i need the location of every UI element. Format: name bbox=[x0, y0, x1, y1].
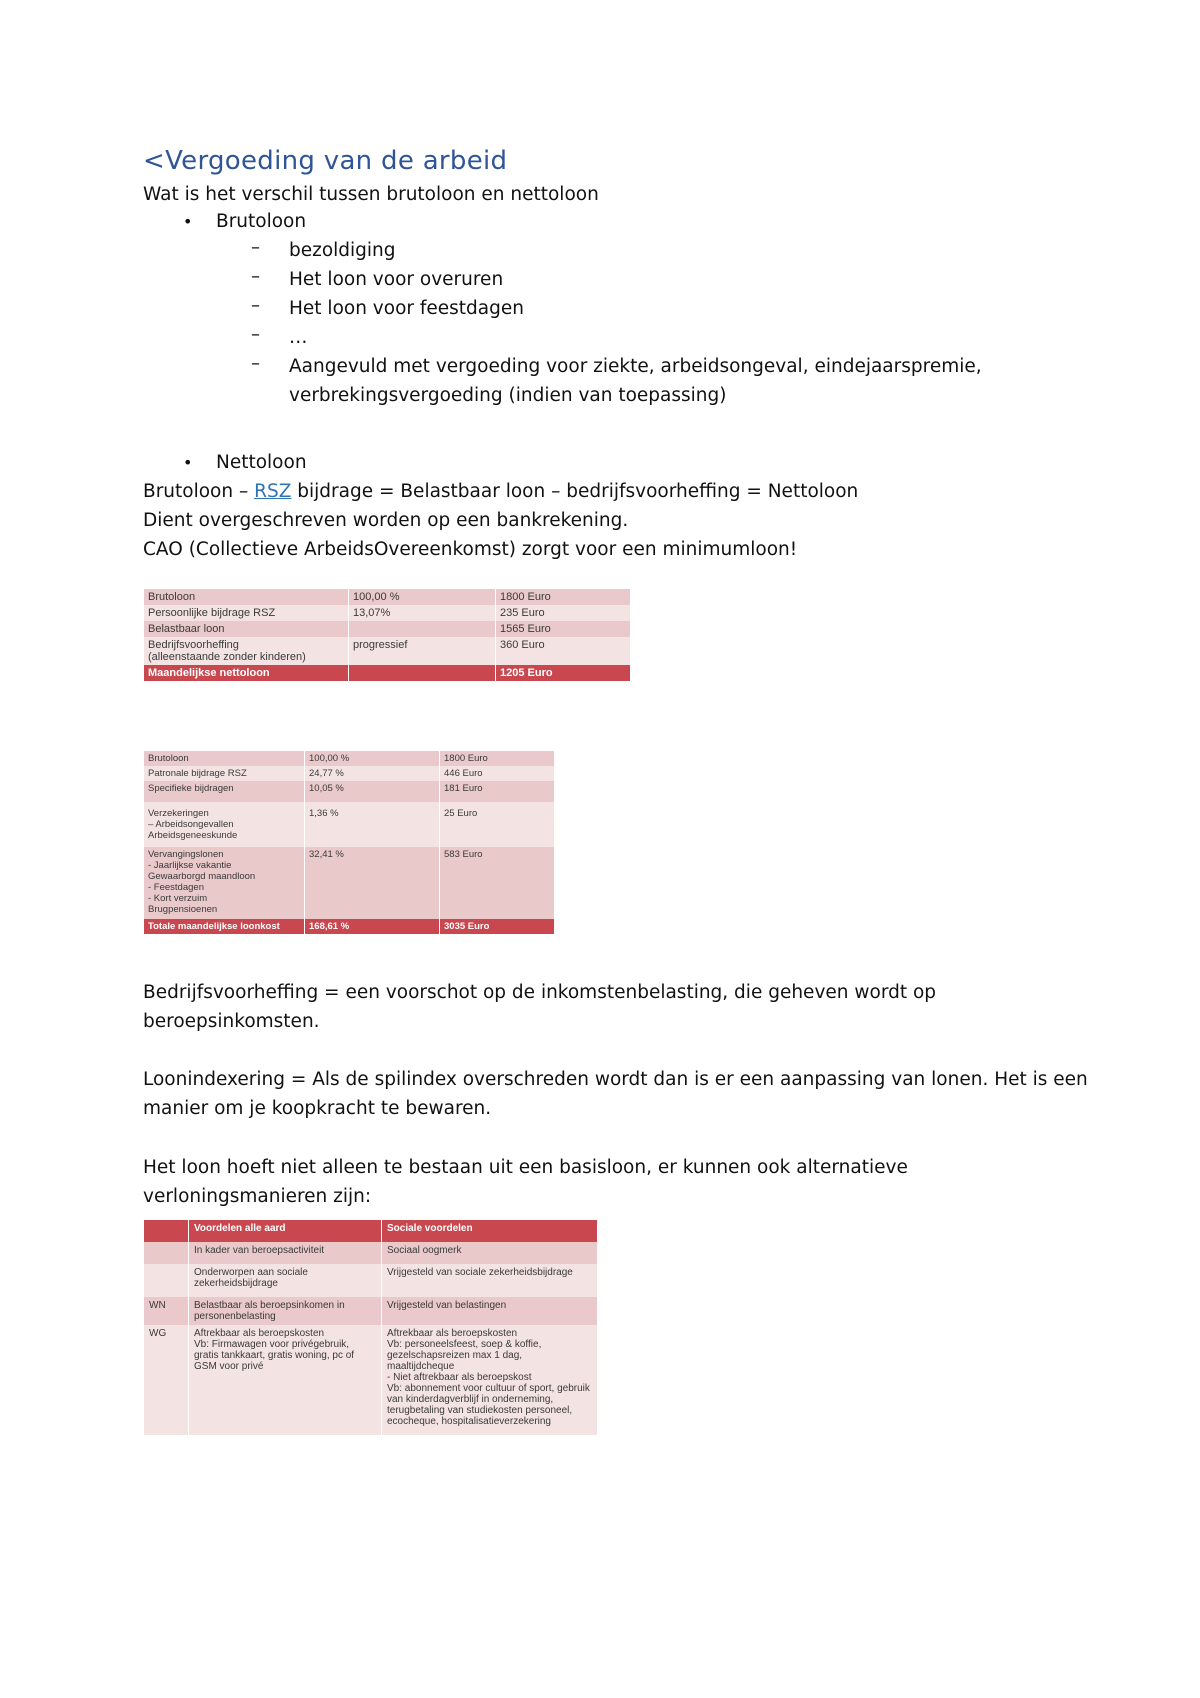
intro-question: Wat is het verschil tussen brutoloon en nettoloon bbox=[143, 184, 599, 205]
table-cell: 3035 Euro bbox=[440, 919, 555, 934]
table-row bbox=[144, 637, 631, 665]
table-cell: 1,36 % bbox=[305, 802, 440, 847]
list-item: bezoldiging bbox=[289, 240, 396, 261]
table-cell bbox=[349, 665, 496, 681]
table-cell: Patronale bijdrage RSZ bbox=[144, 766, 305, 781]
table-cell: Vrijgesteld van belastingen bbox=[382, 1297, 598, 1325]
table-cell: 1800 Euro bbox=[496, 589, 631, 605]
bullet-nettoloon: Nettoloon bbox=[216, 452, 307, 473]
table-cell bbox=[144, 1264, 189, 1297]
table-row bbox=[144, 766, 555, 781]
table-cell: 24,77 % bbox=[305, 766, 440, 781]
table-total-row bbox=[144, 919, 555, 934]
formula-part: bijdrage = Belastbaar loon – bedrijfsvoorheffing = Nettoloon bbox=[291, 481, 859, 502]
table-cell: In kader van beroepsactiviteit bbox=[189, 1242, 382, 1264]
dash-icon: – bbox=[251, 324, 260, 345]
table-cell: Specifieke bijdragen bbox=[144, 781, 305, 802]
table-header-cell: Sociale voordelen bbox=[382, 1220, 598, 1242]
table-cell: WG bbox=[144, 1325, 189, 1435]
netto-table bbox=[144, 589, 631, 681]
list-item: Aangevuld met vergoeding voor ziekte, arbeidsongeval, eindejaarspremie, bbox=[289, 356, 982, 377]
table-cell: 168,61 % bbox=[305, 919, 440, 934]
table-cell: Totale maandelijkse loonkost bbox=[144, 919, 305, 934]
table-cell bbox=[349, 621, 496, 637]
table-cell: Belastbaar loon bbox=[144, 621, 349, 637]
table-cell: 583 Euro bbox=[440, 847, 555, 919]
table-cell: Persoonlijke bijdrage RSZ bbox=[144, 605, 349, 621]
paragraph-line: Loonindexering = Als de spilindex overschreden wordt dan is er een aanpassing van lonen. Het is een bbox=[143, 1069, 1088, 1090]
table-row bbox=[144, 1242, 598, 1264]
table-cell: Vervangingslonen - Jaarlijkse vakantie Gewaarborgd maandloon - Feestdagen - Kort verzuim Brugpensioenen bbox=[144, 847, 305, 919]
paragraph-line: verloningsmanieren zijn: bbox=[143, 1186, 372, 1207]
table-total-row bbox=[144, 665, 631, 681]
table-row bbox=[144, 1264, 598, 1297]
table-cell: 1800 Euro bbox=[440, 751, 555, 766]
paragraph-line: Het loon hoeft niet alleen te bestaan uit een basisloon, er kunnen ook alternatieve bbox=[143, 1157, 908, 1178]
table-row bbox=[144, 1297, 598, 1325]
dash-icon: – bbox=[251, 266, 260, 287]
cao-line: CAO (Collectieve ArbeidsOvereenkomst) zorgt voor een minimumloon! bbox=[143, 539, 798, 560]
loonkost-table bbox=[144, 751, 555, 934]
table-row bbox=[144, 781, 555, 802]
dash-icon: – bbox=[251, 295, 260, 316]
table-cell: Belastbaar als beroepsinkomen in personenbelasting bbox=[189, 1297, 382, 1325]
table-cell: Verzekeringen – Arbeidsongevallen Arbeidsgeneeskunde bbox=[144, 802, 305, 847]
table-cell: 446 Euro bbox=[440, 766, 555, 781]
rsz-link[interactable]: RSZ bbox=[254, 481, 292, 502]
dash-icon: – bbox=[251, 353, 260, 374]
formula-part: Brutoloon – bbox=[143, 481, 255, 502]
table-cell: 235 Euro bbox=[496, 605, 631, 621]
table-cell: Maandelijkse nettoloon bbox=[144, 665, 349, 681]
table-cell: Onderworpen aan sociale zekerheidsbijdrage bbox=[189, 1264, 382, 1297]
table-cell: 25 Euro bbox=[440, 802, 555, 847]
table-cell: Brutoloon bbox=[144, 589, 349, 605]
table-row bbox=[144, 605, 631, 621]
table-cell: Bedrijfsvoorheffing (alleenstaande zonder kinderen) bbox=[144, 637, 349, 665]
bank-line: Dient overgeschreven worden op een bankrekening. bbox=[143, 510, 629, 531]
bullet-brutoloon: Brutoloon bbox=[216, 211, 307, 232]
list-item-continuation: verbrekingsvergoeding (indien van toepassing) bbox=[289, 385, 727, 406]
bullet-dot-icon: • bbox=[183, 212, 193, 231]
table-cell bbox=[144, 1242, 189, 1264]
table-header-row bbox=[144, 1220, 598, 1242]
table-header-cell bbox=[144, 1220, 189, 1242]
table-cell: 1565 Euro bbox=[496, 621, 631, 637]
list-item: Het loon voor feestdagen bbox=[289, 298, 524, 319]
table-cell: 360 Euro bbox=[496, 637, 631, 665]
table-cell: Vrijgesteld van sociale zekerheidsbijdrage bbox=[382, 1264, 598, 1297]
formula-line bbox=[143, 477, 858, 506]
list-item: Het loon voor overuren bbox=[289, 269, 504, 290]
paragraph-line: Bedrijfsvoorheffing = een voorschot op de inkomstenbelasting, die geheven wordt op bbox=[143, 982, 937, 1003]
table-cell: 10,05 % bbox=[305, 781, 440, 802]
table-row bbox=[144, 589, 631, 605]
table-cell: progressief bbox=[349, 637, 496, 665]
table-row bbox=[144, 847, 555, 919]
table-row bbox=[144, 1325, 598, 1435]
table-cell: 13,07% bbox=[349, 605, 496, 621]
list-item: … bbox=[289, 327, 308, 348]
paragraph-line: manier om je koopkracht te bewaren. bbox=[143, 1098, 492, 1119]
table-cell: Sociaal oogmerk bbox=[382, 1242, 598, 1264]
table-row bbox=[144, 621, 631, 637]
table-row bbox=[144, 802, 555, 847]
dash-icon: – bbox=[251, 237, 260, 258]
table-cell: Brutoloon bbox=[144, 751, 305, 766]
table-cell: 100,00 % bbox=[305, 751, 440, 766]
table-cell: 181 Euro bbox=[440, 781, 555, 802]
table-cell: 100,00 % bbox=[349, 589, 496, 605]
table-cell: 1205 Euro bbox=[496, 665, 631, 681]
table-cell: 32,41 % bbox=[305, 847, 440, 919]
verloning-table bbox=[144, 1220, 598, 1435]
table-header-cell: Voordelen alle aard bbox=[189, 1220, 382, 1242]
table-row bbox=[144, 751, 555, 766]
table-cell: WN bbox=[144, 1297, 189, 1325]
bullet-dot-icon: • bbox=[183, 453, 193, 472]
table-cell: Aftrekbaar als beroepskosten Vb: personeelsfeest, soep & koffie, gezelschapsreizen max 1 dag, maaltijdcheque - Niet aftrekbaar als beroepskost Vb: abonnement voor cultuur of sport, gebruik van kinderdagverblijf in onderneming, terugbetaling van studiekosten personeel, ecocheque, hospitalisatieverzekering bbox=[382, 1325, 598, 1435]
table-cell: Aftrekbaar als beroepskosten Vb: Firmawagen voor privégebruik, gratis tankkaart, gratis woning, pc of GSM voor privé bbox=[189, 1325, 382, 1435]
paragraph-line: beroepsinkomsten. bbox=[143, 1011, 320, 1032]
section-heading: <Vergoeding van de arbeid bbox=[143, 146, 508, 176]
